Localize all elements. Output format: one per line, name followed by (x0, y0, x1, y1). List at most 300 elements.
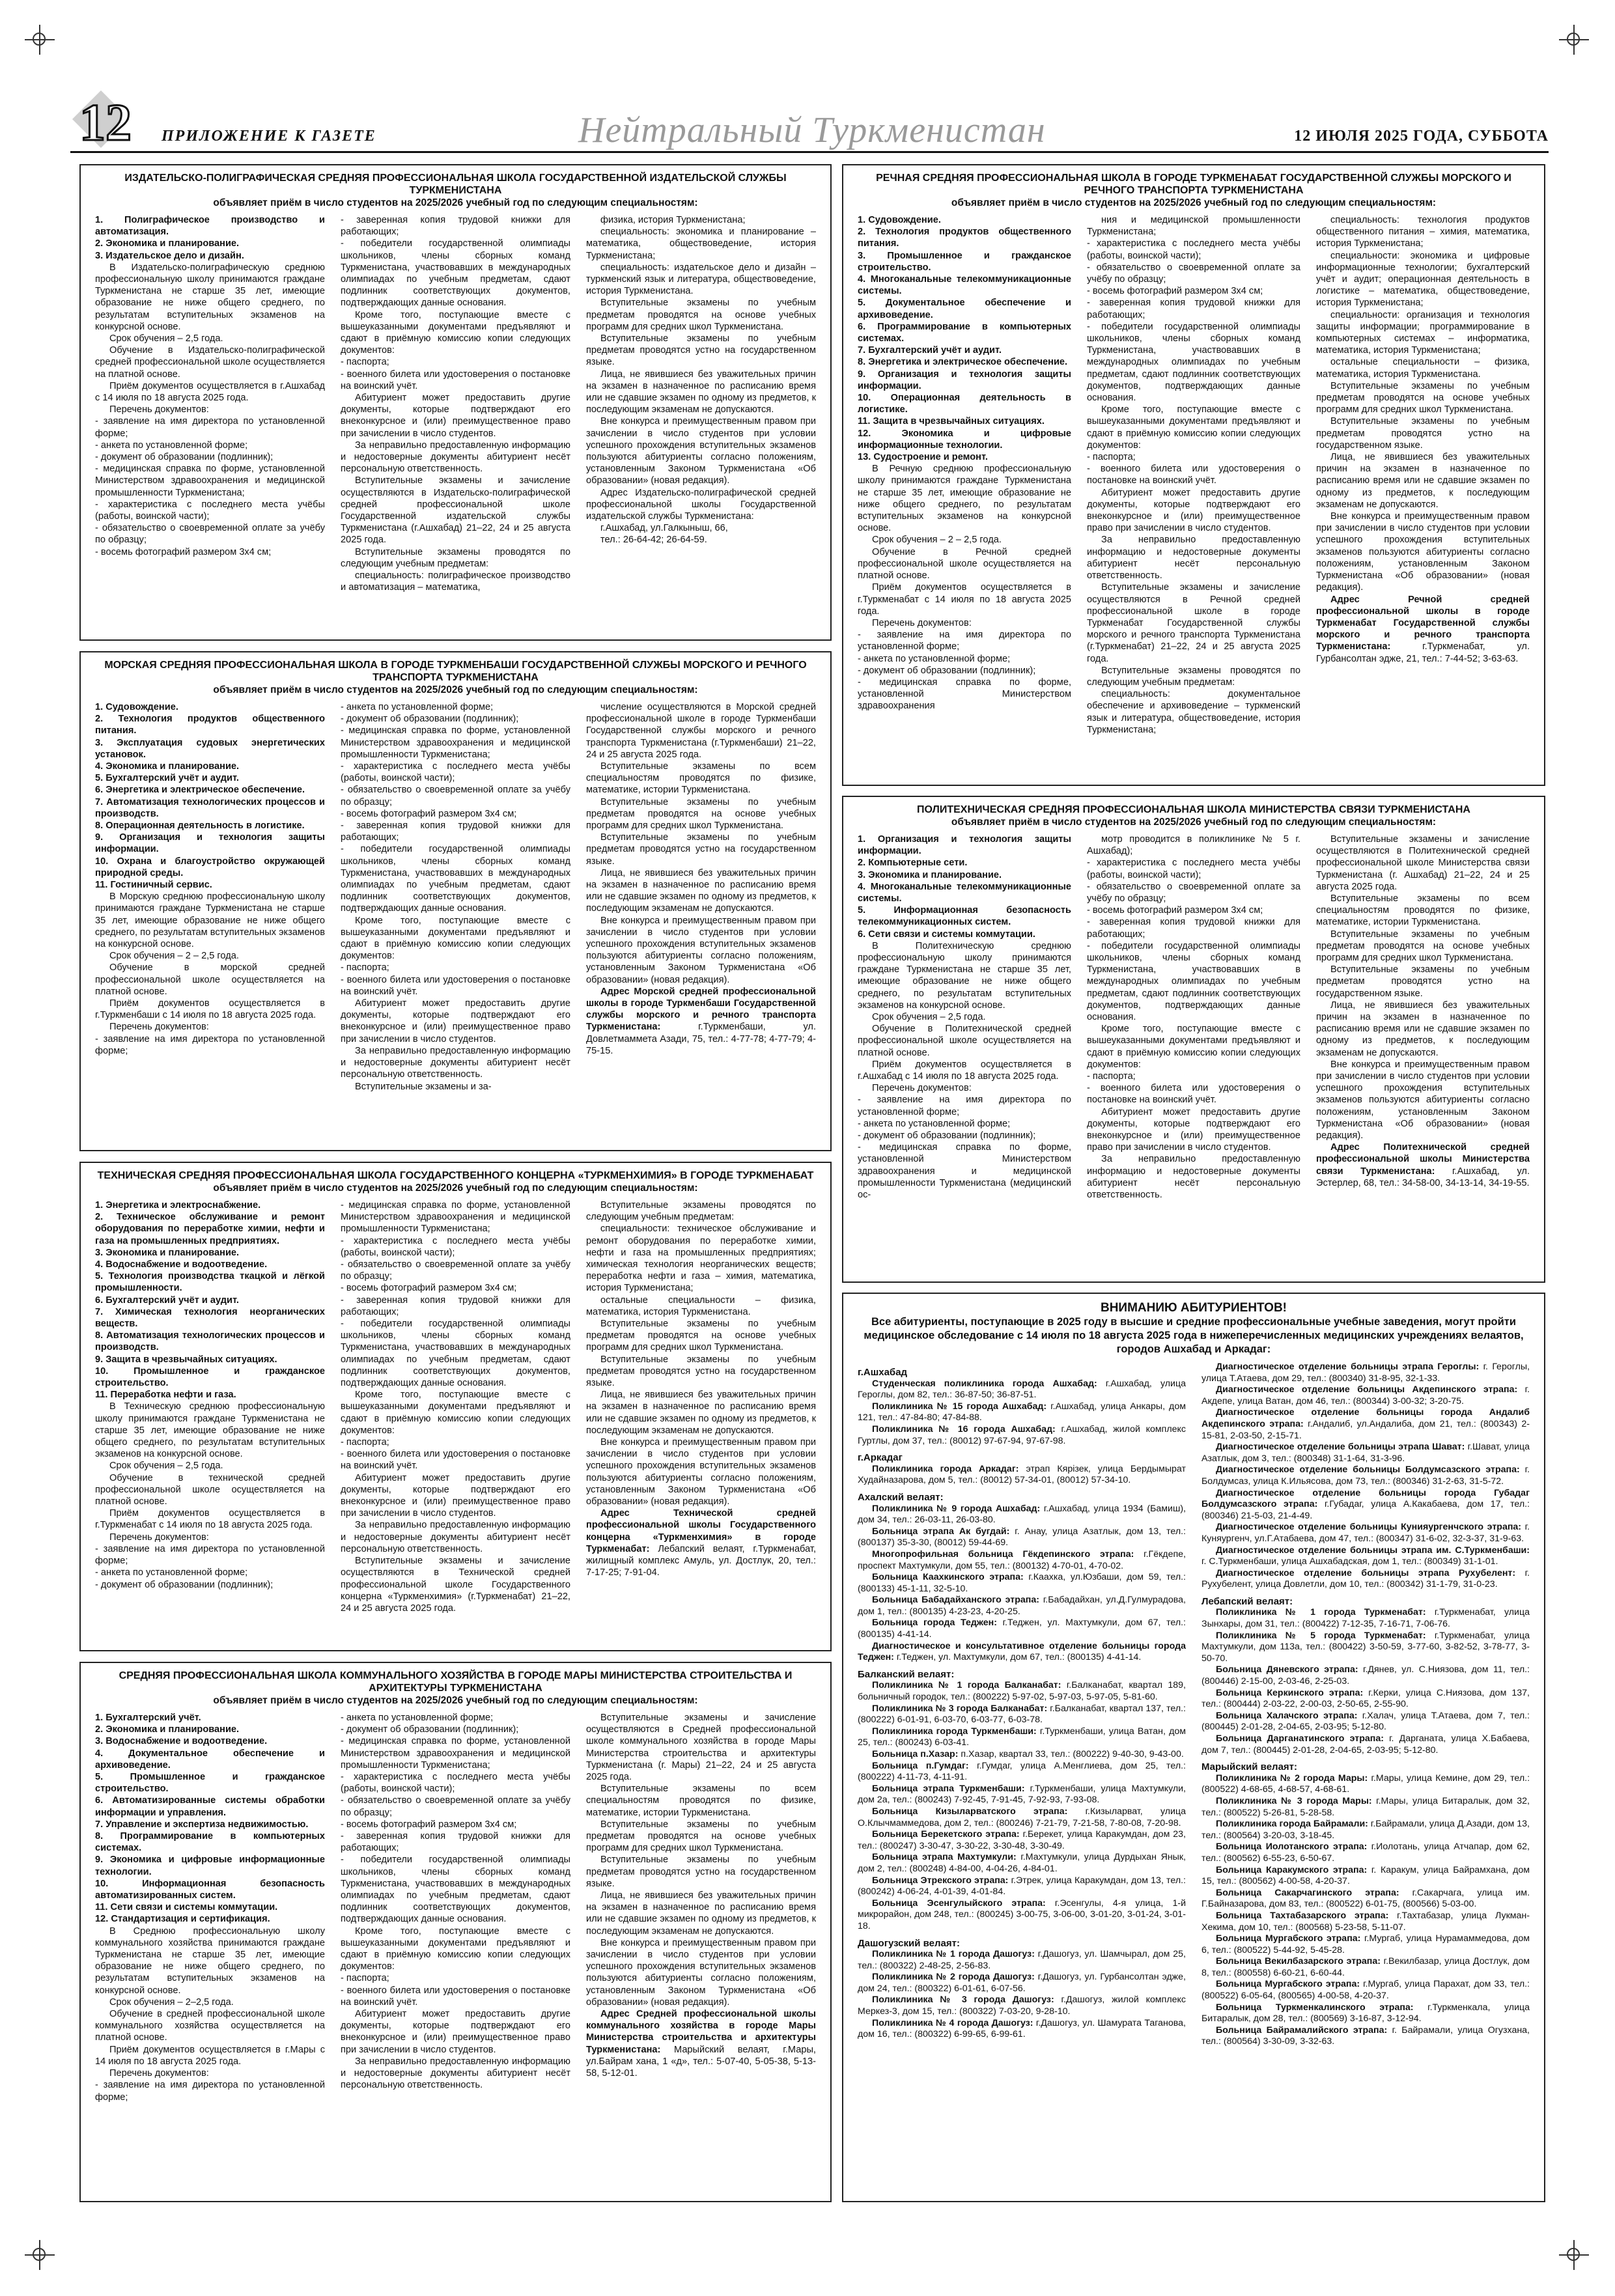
paragraph: Больница Этрекского этрапа: г.Этрек, улица Каракумдан, дом 13, тел.: (800242) 4-06-24, 4-01-39, 4-01-84. (858, 1875, 1186, 1897)
paragraph: - заявление на имя директора по установленной форме; (858, 1095, 1071, 1117)
paragraph: Обучение в технической средней профессиональной школе осуществляется на платной основе. (95, 1472, 325, 1507)
paragraph: 12. Экономика и цифровые информационные технологии. (858, 428, 1071, 451)
notice-medical-examination (842, 1293, 1545, 2202)
article-subtitle: объявляет приём в число студентов на 2025/2026 учебный год по следующим специальностям: (951, 197, 1437, 208)
paragraph: В Издательско-полиграфическую среднюю профессиональную школу принимаются граждане Туркменистана не старше 35 лет, имеющие образование не ниже общего среднего, по результатам вступительных экзаменов на конкурсной основе. (95, 262, 325, 332)
paragraph: - победители государственной олимпиады школьников, члены сборных команд Туркменистана, участвовавших в международных олимпиадах по учебным предметам, сдают подлинник соответствующих документов, подтверждающих данные основания. (1087, 321, 1300, 404)
page-header (70, 91, 1549, 151)
paragraph: Срок обучения – 2 – 2,5 года. (109, 951, 239, 962)
paragraph: Вступительные экзамены по учебным предметам проводятся устно на государственном языке. (1316, 416, 1530, 451)
paragraph: - обязательство о своевременной оплате за учёбу по образцу; (341, 1795, 570, 1818)
paragraph: Кроме того, поступающие вместе с вышеуказанными документами предъявляют и сдают в приёмную комиссию копии следующих документов: (341, 915, 570, 962)
paragraph: Многопрофильная больница Гёкдепинского этрапа: г.Гёкдепе, проспект Махтумкули, дом 55, тел.: (800132) 4-70-01, 4-70-02. (858, 1548, 1186, 1571)
paragraph: - победители государственной олимпиады школьников, члены сборных команд Туркменистана, участвовавших в международных олимпиадах по учебным предметам, сдают подлинник соответствующих документов, подтверждающих данные основания. (341, 238, 570, 309)
paragraph: 10. Охрана и благоустройство окружающей природной среды. (95, 856, 325, 878)
paragraph: - характеристика с последнего места учёбы (работы, воинской части); (1087, 858, 1300, 880)
paragraph: Адрес Технической средней профессиональной школы Государственного концерна «Туркменхимия» в городе Туркменабат: Лебапский велаят, г.Туркменабат, жилищный комплекс Амуль, ул. Достлук, 20, тел.: 7-17-25; 7-91-04. (586, 1508, 816, 1578)
paragraph: - анкета по установленной форме; (858, 1118, 1011, 1129)
article-column (586, 701, 816, 1093)
paragraph: - медицинская справка по форме, установленной Министерством здравоохранения и медицинской промышленности Туркменистана (медицинский ос- (858, 1142, 1071, 1201)
paragraph: 3. Эксплуатация судовых энергетических установок. (95, 737, 325, 760)
paragraph: - победители государственной олимпиады школьников, члены сборных команд Туркменистана, участвовавших в международных олимпиадах по учебным предметам, сдают подлинник соответствующих документов, подтверждающих данные основания. (341, 1319, 570, 1389)
paragraph: числение осуществляются в Морской средней профессиональной школе в городе Туркменбаши Государственной службы морского и речного транспорта Туркменистана (г.Туркменбаши) 21–22, 24 и 25 августа 2025 года. (586, 702, 816, 760)
paragraph: 4. Документальное обеспечение и архивоведение. (95, 1748, 325, 1771)
paragraph: - военного билета или удостоверения о постановке на воинский учёт. (341, 974, 570, 997)
paragraph: - медицинская справка по форме, установленной Министерством здравоохранения (858, 677, 1071, 712)
paragraph: - документ об образовании (подлинник); (95, 1579, 274, 1590)
paragraph: - заявление на имя директора по установленной форме; (95, 416, 325, 439)
paragraph: г.Ашхабад, ул.Галкыныш, 66, (600, 523, 728, 534)
paragraph: - заверенная копия трудовой книжки для работающих; (341, 215, 570, 238)
paragraph: Дашогузский велаят: (858, 1937, 960, 1949)
paragraph: Больница Каракумского этрапа: г. Каракум, улица Байрамхана, дом 15, тел.: (800562) 4-00-58, 4-20-37. (1201, 1864, 1530, 1887)
paragraph: Вступительные экзамены по учебным предметам проводятся на основе учебных программ для средних школ Туркменистана. (586, 298, 816, 332)
paragraph: Вступительные экзамены по учебным предметам проводятся на основе учебных программ для средних школ Туркменистана. (586, 1819, 816, 1854)
paragraph: Диагностическое отделение больницы города Губадаг Болдумсазского этрапа: г.Губадаг, улица А.Какабаева, дом 17, тел.: (800346) 21-5-03, 21-4-49. (1201, 1487, 1530, 1521)
paragraph: Срок обучения – 2,5 года. (109, 333, 223, 344)
article-subtitle: объявляет приём в число студентов на 2025/2026 учебный год по следующим специальностям: (213, 1183, 698, 1194)
paragraph: Поликлиника города Аркадаг: этрап Кярізек, улица Бердымырат Худайназарова, дом 5, тел.: (80012) 57-34-01, (80012) 57-34-10. (858, 1463, 1186, 1486)
paragraph: - заявление на имя директора по установленной форме; (95, 1543, 325, 1567)
paragraph: 3. Экономика и планирование. (858, 869, 1002, 880)
paragraph: За неправильно предоставленную информацию и недостоверные документы абитуриент несёт персональную ответственность. (1087, 1154, 1300, 1201)
article-title: ПОЛИТЕХНИЧЕСКАЯ СРЕДНЯЯ ПРОФЕССИОНАЛЬНАЯ ШКОЛА МИНИСТЕРСТВА СВЯЗИ ТУРКМЕНИСТАНА (917, 804, 1470, 815)
paragraph: Марыйский велаят: (1201, 1761, 1298, 1773)
paragraph: Обучение в Издательско-полиграфической средней профессиональной школе осуществляется на платной основе. (95, 345, 325, 380)
paragraph: 10. Операционная деятельность в логистике. (858, 393, 1071, 415)
article-column (341, 214, 570, 594)
paragraph: 3. Водоснабжение и водоотведение. (95, 1736, 268, 1747)
registration-mark-top-left (25, 25, 55, 55)
paragraph: - военного билета или удостоверения о постановке на воинский учёт. (341, 1449, 570, 1472)
article-title: РЕЧНАЯ СРЕДНЯЯ ПРОФЕССИОНАЛЬНАЯ ШКОЛА В ГОРОДЕ ТУРКМЕНАБАТ ГОСУДАРСТВЕННОЙ СЛУЖБЫ МОРСКОГО И РЕЧНОГО ТРАНСПОРТА ТУРКМЕНИСТАНА (876, 173, 1511, 196)
paragraph: Больница п.Хазар: п.Хазар, квартал 33, тел.: (800222) 9-40-30, 9-43-00. (872, 1749, 1184, 1759)
paragraph: Лебапский велаят: (1201, 1595, 1293, 1607)
paragraph: Больница Кизыларватского этрапа: г.Кизыларват, улица О.Клычмаммедова, дом 2, тел.: (800246) 7-21-79, 7-21-58, 7-80-08, 7-20-98. (858, 1806, 1186, 1828)
article-column (341, 701, 570, 1093)
paragraph: Диагностическое отделение больницы Кунияургенчского этрапа: г. Куняургенч, ул.Г.Атабаева, дом 47, тел.: (800347) 31-6-02, 32-3-37, 31-9-63. (1201, 1522, 1530, 1544)
paragraph: Поликлиника № 5 города Туркменабат: г.Туркменабат, улица Махтумкули, дом 113а, тел.: (800422) 3-50-59, 3-77-60, 3-82-52, 3-78-77, 3-50-70. (1201, 1630, 1530, 1664)
supplement-label: ПРИЛОЖЕНИЕ К ГАЗЕТЕ (162, 128, 376, 145)
paragraph: Больница Дарганатинского этрапа: г. Дарганата, улица Х.Бабаева, дом 7, тел.: (800445) 2-01-28, 2-04-65, 2-03-95; 5-12-80. (1201, 1733, 1530, 1756)
paragraph: 1. Судовождение. (95, 702, 178, 712)
paragraph: Адрес Речной средней профессиональной школы в городе Туркменабат Государственной службы морского и речного транспорта Туркменистана: г.Туркменабат, ул. Гурбансолтан эдже, 21, тел.: 7-44-52; 3-63-63. (1316, 594, 1530, 664)
paragraph: 6. Бухгалтерский учёт и аудит. (95, 1295, 239, 1306)
paragraph: Студенческая поликлиника города Ашхабад: г.Ашхабад, улица Героглы, дом 82, тел.: 36-87-50; 36-87-51. (858, 1378, 1186, 1401)
paragraph: - паспорта; (341, 962, 389, 973)
paragraph: 1. Бухгалтерский учёт. (95, 1713, 201, 1723)
paragraph: За неправильно предоставленную информацию и недостоверные документы абитуриент несёт персональную ответственность. (341, 1520, 570, 1554)
paragraph: Вне конкурса и преимущественным правом при зачислении в число студентов при условии успешного прохождения вступительных экзаменов пользуются абитуриенты согласно положениям, установленным Законом Туркменистана «Об образовании» (новая редакция). (586, 915, 816, 985)
page-number-badge (70, 91, 142, 151)
article-column (586, 1712, 816, 2103)
article-column (1087, 833, 1300, 1201)
paragraph: В Морскую среднюю профессиональную школу принимаются граждане Туркменистана не старше 35 лет, имеющие образование не ниже общего среднего, по результатам вступительных экзаменов на конкурсной основе. (95, 891, 325, 950)
paragraph: Вступительные экзамены проводятся по следующим учебным предметам: (586, 1200, 816, 1223)
paragraph: 9. Защита в чрезвычайных ситуациях. (95, 1354, 277, 1365)
paragraph: Балканский велаят: (858, 1668, 955, 1680)
paragraph: 4. Водоснабжение и водоотведение. (95, 1259, 268, 1270)
paragraph: Лица, не явившиеся без уважительных причин на экзамен в назначенное по расписанию время или не сдавшие экзамен по одному из предметов, к последующим экзаменам не допускаются. (586, 1390, 816, 1436)
paragraph: Лица, не явившиеся без уважительных причин на экзамен в назначенное по расписанию время или не сдавшие экзамен по одному из предметов, к последующим экзаменам не допускаются. (586, 369, 816, 415)
paragraph: Вне конкурса и преимущественным правом при зачислении в число студентов при условии успешного прохождения вступительных экзаменов пользуются абитуриенты согласно положениям, установленным Законом Туркменистана «Об образовании» (новая редакция). (586, 416, 816, 486)
paragraph: 3. Экономика и планирование. (95, 1247, 240, 1258)
paragraph: - анкета по установленной форме; (858, 653, 1011, 664)
paragraph: 6. Программирование в компьютерных системах. (858, 321, 1071, 344)
paragraph: 1. Полиграфическое производство и автоматизация. (95, 215, 325, 238)
paragraph: Вне конкурса и преимущественным правом при зачислении в число студентов при условии успешного прохождения вступительных экзаменов пользуются абитуриенты согласно положениям, установленным Законом Туркменистана «Об образовании» (новая редакция). (1316, 511, 1530, 593)
paragraph: - победители государственной олимпиады школьников, члены сборных команд Туркменистана, участвовавших в международных олимпиадах по учебным предметам, сдают подлинник соответствующих документов, подтверждающих данные основания. (341, 844, 570, 914)
paragraph: Больница этрапа Ак бугдай: г. Анау, улица Азатлык, дом 13, тел.: (800137) 35-3-30, (80012) 59-44-69. (858, 1526, 1186, 1548)
notice-column (858, 1362, 1186, 2048)
paragraph: 7. Бухгалтерский учёт и аудит. (858, 345, 1002, 356)
paragraph: специальность: полиграфическое производство и автоматизация – математика, (341, 570, 570, 593)
paragraph: 5. Информационная безопасность телекоммуникационных систем. (858, 905, 1071, 928)
paragraph: 2. Технология продуктов общественного питания. (858, 227, 1071, 249)
paragraph: Вне конкурса и преимущественным правом при зачислении в число студентов при условии успешного прохождения вступительных экзаменов пользуются абитуриенты согласно положениям, установленным Законом Туркменистана «Об образовании» (новая редакция). (586, 1937, 816, 2008)
paragraph: - обязательство о своевременной оплате за учёбу по образцу; (341, 1259, 570, 1282)
paragraph: Обучение в Политехнической средней профессиональной школе осуществляется на платной основе. (858, 1024, 1071, 1058)
paragraph: 2. Экономика и планирование. (95, 1724, 240, 1735)
paragraph: 2. Экономика и планирование. (95, 238, 240, 249)
paragraph: 1. Организация и технология защиты информации. (858, 834, 1071, 857)
paragraph: тел.: 26-64-42; 26-64-59. (600, 535, 707, 546)
paragraph: - анкета по установленной форме; (95, 1567, 248, 1578)
paragraph: - обязательство о своевременной оплате за учёбу по образцу; (95, 523, 325, 546)
paragraph: Больница этрапа Туркменбаши: г.Туркменбаши, улица Махтумкули, дом 2а, тел.: (800243) 7-92-45, 7-91-45, 7-92-93, 7-93-08. (858, 1783, 1186, 1806)
paragraph: 4. Экономика и планирование. (95, 761, 240, 772)
paragraph: 5. Промышленное и гражданское строительство. (95, 1772, 325, 1795)
article-subtitle: объявляет приём в число студентов на 2025/2026 учебный год по следующим специальностям: (213, 197, 698, 208)
paragraph: ния и медицинской промышленности Туркменистана; (1087, 215, 1300, 238)
paragraph: специальности: экономика и цифровые информационные технологии; бухгалтерский учёт и аудит; операционная деятельность в логистике – математика, обществоведение, история Туркменистана; (1316, 250, 1530, 309)
paragraph: - характеристика с последнего места учёбы (работы, воинской части); (341, 761, 570, 784)
paragraph: специальности: организация и технология защиты информации; программирование в компьютерных системах – информатика, математика, история Туркменистана; (1316, 309, 1530, 356)
paragraph: специальность: документальное обеспечение и архивоведение – туркменский язык и литература, обществоведение, история Туркменистана; (1087, 689, 1300, 735)
paragraph: Вступительные экзамены по учебным предметам проводятся устно на государственном языке. (586, 333, 816, 368)
paragraph: - характеристика с последнего места учёбы (работы, воинской части); (341, 1772, 570, 1795)
paragraph: - паспорта; (1087, 452, 1136, 463)
paragraph: Поликлиника № 3 города Балканабат: г.Балканабат, квартал 137, тел.: (800222) 6-01-91, 6-03-70, 6-03-77, 6-03-78. (858, 1703, 1186, 1726)
paragraph: Срок обучения – 2 – 2,5 года. (872, 535, 1002, 546)
paragraph: Больница Сакарчагинского этрапа: г.Сакарчага, улица им. Г.Байназарова, дом 83, тел.: (800522) 6-01-75, (800566) 5-03-00. (1201, 1887, 1530, 1910)
article-column (1316, 833, 1530, 1201)
paragraph: Больница Иолотанского этрапа: г.Иолотань, улица Атчапар, дом 62, тел.: (800562) 6-55-23, 6-50-67. (1201, 1841, 1530, 1864)
paragraph: Перечень документов: (109, 1022, 209, 1033)
paragraph: Вступительные экзамены по всем специальностям проводятся по физике, математике, истории Туркменистана. (586, 1784, 816, 1818)
paragraph: Больница Берекетского этрапа: г.Берекет, улица Каракумдан, дом 23, тел.: (800247) 3-30-47, 3-30-22, 3-30-48, 3-30-49. (858, 1829, 1187, 1851)
paragraph: Вступительные экзамены по учебным предметам проводятся устно на государственном языке. (586, 832, 816, 867)
paragraph: Приём документов осуществляется в г.Мары с 14 июля по 18 августа 2025 года. (95, 2044, 325, 2067)
paragraph: Больница Мургабского этрапа: г.Мургаб, улица Парахат, дом 33, тел.: (800522) 6-05-64, (800565) 4-00-58, 4-20-37. (1201, 1979, 1530, 2002)
paragraph: г.Ашхабад (858, 1367, 908, 1378)
paragraph: Поликлиника № 4 города Дашогуз: г.Дашогуз, ул. Шамурата Таганова, дом 16, тел.: (800322) 6-99-65, 6-99-61. (858, 2017, 1186, 2040)
registration-mark-bottom-right (1559, 2240, 1589, 2270)
paragraph: - анкета по установленной форме; (95, 440, 248, 451)
paragraph: Диагностическое отделение больницы этрапа Шават: г.Шават, улица Азатлык, дом 3, тел.: (800348) 31-1-64, 31-3-96. (1201, 1442, 1530, 1464)
paragraph: За неправильно предоставленную информацию и недостоверные документы абитуриент несёт персональную ответственность. (1087, 535, 1300, 581)
paragraph: Перечень документов: (109, 1532, 209, 1543)
paragraph: Поликлиника № 1 города Балканабат: г.Балканабат, квартал 189, больничный городок, тел.: (800222) 5-97-02, 5-97-03, 5-97-05, 5-81-60. (858, 1680, 1186, 1703)
paragraph: - характеристика с последнего места учёбы (работы, воинской части); (95, 499, 325, 522)
page-number: 12 (79, 94, 132, 152)
header-rule (70, 151, 1549, 153)
paragraph: - документ об образовании (подлинник); (341, 1724, 519, 1735)
paragraph: 5. Документальное обеспечение и архивоведение. (858, 298, 1071, 320)
paragraph: - победители государственной олимпиады школьников, члены сборных команд Туркменистана, участвовавших в международных олимпиадах по учебным предметам, сдают подлинник соответствующих документов, подтверждающих данные основания. (1087, 940, 1300, 1023)
paragraph: 10. Информационная безопасность автоматизированных систем. (95, 1878, 325, 1901)
paragraph: Вступительные экзамены и зачисление осуществляются в Средней профессиональной школе коммунального хозяйства в городе Мары Министерства строительства и архитектуры Туркменистана (г. Мары) 21–22, 24 и 25 августа 2025 года. (586, 1713, 816, 1783)
paragraph: - победители государственной олимпиады школьников, члены сборных команд Туркменистана, участвовавших в международных олимпиадах по учебным предметам, сдают подлинник соответствующих документов, подтверждающих данные основания. (341, 1855, 570, 1925)
paragraph: В Политехническую среднюю профессиональную школу принимаются граждане Туркменистана не старше 35 лет, имеющие образование не ниже общего среднего, по результатам вступительных экзаменов на конкурсной основе. (858, 940, 1071, 1011)
paragraph: Диагностическое и консультативное отделение больницы города Теджен: г.Теджен, ул. Махтумкули, дом 67, тел.: (800135) 4-41-14. (858, 1640, 1186, 1663)
article-column (95, 214, 325, 594)
paragraph: - паспорта; (341, 1973, 389, 1984)
paragraph: Перечень документов: (109, 404, 209, 415)
paragraph: В Среднюю профессиональную школу коммунального хозяйства принимаются граждане Туркменистана не старше 35 лет, имеющие образование не ниже общего среднего, по результатам вступительных экзаменов на конкурсной основе. (95, 1925, 325, 1996)
paragraph: - военного билета или удостоверения о постановке на воинский учёт. (341, 1985, 570, 2008)
paragraph: - документ об образовании (подлинник); (858, 665, 1036, 676)
paragraph: 11. Сети связи и системы коммутации. (95, 1902, 278, 1913)
paragraph: Больница Байрамалийского этрапа: г. Байрамали, улица Огузхана, тел.: (800564) 3-30-09, 3-32-63. (1201, 2024, 1530, 2047)
paragraph: Приём документов осуществляется в г.Туркменбаши с 14 июля по 18 августа 2025 года. (95, 998, 325, 1021)
paragraph: 2. Технология продуктов общественного питания. (95, 714, 325, 736)
paragraph: Поликлиника города Туркменбаши: г.Туркменбаши, улица Ватан, дом 25, тел.: (800243) 6-03-41. (858, 1726, 1186, 1748)
paragraph: Срок обучения – 2,5 года. (872, 1012, 986, 1023)
paragraph: - паспорта; (341, 1437, 389, 1448)
paragraph: Диагностическое отделение больницы Акдепинского этрапа: г. Акдепе, улица Ватан, дом 46, тел.: (800344) 3-00-32; 3-20-75. (1201, 1384, 1530, 1407)
paragraph: - восемь фотографий размером 3x4 см; (95, 546, 272, 557)
paragraph: 7. Химическая технология неорганических веществ. (95, 1306, 325, 1330)
article-title: МОРСКАЯ СРЕДНЯЯ ПРОФЕССИОНАЛЬНАЯ ШКОЛА В ГОРОДЕ ТУРКМЕНБАШИ ГОСУДАРСТВЕННОЙ СЛУЖБЫ МОРСКОГО И РЕЧНОГО ТРАНСПОРТА ТУРКМЕНИСТАНА (104, 660, 807, 683)
paragraph: Вступительные экзамены по учебным предметам проводятся устно на государственном языке. (1316, 964, 1530, 999)
paragraph: - заверенная копия трудовой книжки для работающих; (1087, 917, 1300, 940)
paragraph: Поликлиника № 16 города Ашхабад: г.Ашхабад, жилой комплекс Гуртлы, дом 37, тел.: (80012) 97-67-94, 97-67-98. (858, 1423, 1186, 1446)
article-column (95, 1712, 325, 2103)
paragraph: - документ об образовании (подлинник); (858, 1130, 1036, 1141)
paragraph: специальность: экономика и планирование – математика, обществоведение, история Туркменистана; (586, 227, 816, 261)
paragraph: Больница города Теджен: г.Теджен, ул. Махтумкули, дом 67, тел.: (800135) 4-41-14. (858, 1617, 1186, 1640)
registration-mark-top-right (1559, 25, 1589, 55)
paragraph: Срок обучения – 2–2,5 года. (109, 1996, 234, 2008)
article-column (1316, 214, 1530, 736)
paragraph: Приём документов осуществляется в г.Туркменабат с 14 июля по 18 августа 2025 года. (858, 582, 1071, 617)
paragraph: Больница Мургабского этрапа: г.Мургаб, улица Нурамаммедова, дом 6, тел.: (800522) 5-44-92, 5-45-28. (1201, 1933, 1530, 1955)
paragraph: Больница Эсенгулыйского этрапа: г.Эсенгулы, 4-я улица, 1-й микрорайон, дом 248, тел.: (800245) 3-00-75, 3-06-00, 3-01-20, 3-01-24, 3-01-18. (858, 1897, 1186, 1931)
article-maritime-school (79, 651, 832, 1151)
paragraph: Обучение в средней профессиональной школе коммунального хозяйства осуществляется на платной основе. (95, 2009, 325, 2043)
paragraph: Больница Дяневского этрапа: г.Дянев, ул. С.Ниязова, дом 11, тел.: (800446) 2-15-00, 2-03-46, 2-25-03. (1201, 1664, 1530, 1687)
newspaper-title: Нейтральный Туркменистан (578, 110, 1046, 150)
paragraph: Кроме того, поступающие вместе с вышеуказанными документами предъявляют и сдают в приёмную комиссию копии следующих документов: (1087, 1024, 1300, 1070)
paragraph: - восемь фотографий размером 3x4 см; (341, 1283, 517, 1294)
paragraph: 6. Сети связи и системы коммутации. (858, 929, 1035, 940)
paragraph: специальности: техническое обслуживание и ремонт оборудования по переработке химии, нефти и газа на промышленных предприятиях; химическая технология неорганических веществ; переработка нефти и газа – химия, математика, история Туркменистана; (586, 1224, 816, 1294)
paragraph: 9. Организация и технология защиты информации. (858, 369, 1071, 391)
paragraph: г.Аркадаг (858, 1452, 903, 1464)
paragraph: Приём документов осуществляется в г.Ашхабад с 14 июля по 18 августа 2025 года. (95, 380, 325, 404)
article-column (341, 1199, 570, 1614)
paragraph: - заверенная копия трудовой книжки для работающих; (341, 820, 570, 843)
paragraph: Вступительные экзамены по учебным предметам проводятся на основе учебных программ для средних школ Туркменистана. (586, 1319, 816, 1353)
article-river-school (842, 164, 1545, 786)
paragraph: 11. Гостиничный сервис. (95, 880, 212, 891)
paragraph: Больница Каахкинского этрапа: г.Каахка, ул.Юзбаши, дом 59, тел.: (800133) 45-1-11, 32-5-10. (858, 1572, 1186, 1594)
paragraph: Абитуриент может предоставить другие документы, которые подтверждают его внеконкурсное и (или) преимущественное право при зачислении в число студентов. (341, 998, 570, 1044)
article-title: СРЕДНЯЯ ПРОФЕССИОНАЛЬНАЯ ШКОЛА КОММУНАЛЬНОГО ХОЗЯЙСТВА В ГОРОДЕ МАРЫ МИНИСТЕРСТВА СТРОИТЕЛЬСТВА И АРХИТЕКТУРЫ ТУРКМЕНИСТАНА (119, 1670, 793, 1694)
article-column (586, 214, 816, 594)
paragraph: За неправильно предоставленную информацию и недостоверные документы абитуриент несёт персональную ответственность. (341, 2056, 570, 2091)
article-subtitle: объявляет приём в число студентов на 2025/2026 учебный год по следующим специальностям: (951, 817, 1437, 828)
paragraph: Поликлиника города Байрамали: г.Байрамали, улица Д.Азади, дом 13, тел.: (800564) 3-20-03, 3-18-45. (1201, 1819, 1530, 1841)
article-publishing-school (79, 164, 832, 641)
paragraph: 11. Переработка нефти и газа. (95, 1390, 236, 1401)
paragraph: Больница Туркменкалинского этрапа: г.Туркменкала, улица Битаралык, дом 28, тел.: (800569) 3-16-87, 3-12-94. (1201, 2002, 1530, 2024)
paragraph: Лица, не явившиеся без уважительных причин на экзамен в назначенное по расписанию время или не сдавшие экзамен по одному из предметов, к последующим экзаменам не допускаются. (1316, 1000, 1530, 1058)
paragraph: - паспорта; (341, 357, 389, 368)
article-subtitle: объявляет приём в число студентов на 2025/2026 учебный год по следующим специальностям: (213, 684, 698, 695)
paragraph: 6. Энергетика и электрическое обеспечение. (95, 785, 305, 796)
paragraph: - заявление на имя директора по установленной форме; (95, 1033, 325, 1056)
paragraph: - анкета по установленной форме; (341, 702, 494, 712)
paragraph: Поликлиника № 15 города Ашхабад: г.Ашхабад, улица Анкары, дом 121, тел.: 47-84-80; 47-84-88. (858, 1401, 1186, 1423)
paragraph: Перечень документов: (109, 2068, 209, 2079)
notice-title: ВНИМАНИЮ АБИТУРИЕНТОВ! (1100, 1301, 1287, 1315)
paragraph: - документ об образовании (подлинник); (95, 452, 274, 463)
paragraph: 1. Судовождение. (858, 215, 941, 225)
paragraph: - медицинская справка по форме, установленной Министерством здравоохранения и медицинской промышленности Туркменистана; (95, 464, 325, 498)
paragraph: - заявление на имя директора по установленной форме; (858, 630, 1071, 652)
paragraph: Больница Векилбазарского этрапа: г.Векилбазар, улица Достлук, дом 8, тел.: (800558) 6-60-21, 6-60-44. (1201, 1956, 1530, 1978)
paragraph: - заверенная копия трудовой книжки для работающих; (341, 1295, 570, 1317)
paragraph: - характеристика с последнего места учёбы (работы, воинской части); (341, 1235, 570, 1258)
paragraph: - восемь фотографий размером 3x4 см; (1087, 905, 1263, 916)
paragraph: Вступительные экзамены и зачисление осуществляются в Издательско-полиграфической средней профессиональной школе Государственной издательской службы Туркменистана (г.Ашхабад) 21–22, 24 и 25 августа 2025 года. (341, 475, 570, 546)
paragraph: Адрес Политехнической средней профессиональной школы Министерства связи Туркменистана: г.Ашхабад, ул. Эстерлер, 68, тел.: 34-58-00, 34-13-14, 34-19-55. (1316, 1142, 1530, 1188)
paragraph: Адрес Средней профессиональной школы коммунального хозяйства в городе Мары Министерства строительства и архитектуры Туркменистана: Марыйский велаят, г.Мары, ул.Байрам хана, 1 «д», тел.: 5-07-40, 5-05-38, 5-13-58, 5-12-01. (586, 2009, 816, 2079)
paragraph: 8. Программирование в компьютерных системах. (95, 1831, 325, 1854)
paragraph: 8. Операционная деятельность в логистике. (95, 820, 305, 832)
paragraph: Больница п.Гумдаг: г.Гумдаг, улица А.Менглиева, дом 25, тел.: (800222) 4-11-73, 4-11-91. (858, 1760, 1186, 1783)
paragraph: Абитуриент может предоставить другие документы, которые подтверждают его внеконкурсное и (или) преимущественное право при зачислении в число студентов. (1087, 1106, 1300, 1153)
paragraph: - военного билета или удостоверения о постановке на воинский учёт. (1087, 1083, 1300, 1106)
paragraph: Вступительные экзамены по учебным предметам проводятся на основе учебных программ для средних школ Туркменистана. (1316, 380, 1530, 415)
paragraph: Лица, не явившиеся без уважительных причин на экзамен в назначенное по расписанию время или не сдавшие экзамен по одному из предметов, к последующим экзаменам не допускаются. (586, 1890, 816, 1937)
paragraph: Срок обучения – 2,5 года. (109, 1461, 223, 1472)
paragraph: Вступительные экзамены и зачисление осуществляются в Технической средней профессиональной школе Государственного концерна «Туркменхимия» (г.Туркменабат) 21–22, 24 и 25 августа 2025 года. (341, 1556, 570, 1614)
paragraph: Поликлиника № 9 города Ашхабад: г.Ашхабад, улица 1934 (Бамиш), дом 34, тел.: 26-03-11, 26-03-80. (858, 1503, 1186, 1526)
paragraph: - заявление на имя директора по установленной форме; (95, 2080, 325, 2103)
paragraph: В Техническую среднюю профессиональную школу принимаются граждане Туркменистана не старше 35 лет, имеющие образование не ниже общего среднего, по результатам вступительных экзаменов на конкурсной основе. (95, 1401, 325, 1460)
paragraph: Обучение в морской средней профессиональной школе осуществляется на платной основе. (95, 962, 325, 997)
issue-date: 12 ИЮЛЯ 2025 ГОДА, СУББОТА (1294, 128, 1549, 145)
article-column (586, 1199, 816, 1614)
article-column (858, 214, 1071, 736)
paragraph: Кроме того, поступающие вместе с вышеуказанными документами предъявляют и сдают в приёмную комиссию копии следующих документов: (1087, 404, 1300, 451)
paragraph: Вступительные экзамены и зачисление осуществляются в Речной средней профессиональной школе в городе Туркменабат Государственной службы морского и речного транспорта Туркменистана (г.Туркменабат) 21–22, 24 и 25 августа 2025 года. (1087, 582, 1300, 664)
paragraph: специальность: технология продуктов общественного питания – химия, математика, история Туркменистана; (1316, 215, 1530, 249)
paragraph: Абитуриент может предоставить другие документы, которые подтверждают его внеконкурсное и (или) преимущественное право при зачислении в число студентов. (1087, 487, 1300, 534)
paragraph: 3. Издательское дело и дизайн. (95, 250, 244, 261)
paragraph: 5. Бухгалтерский учёт и аудит. (95, 773, 239, 784)
paragraph: Вступительные экзамены проводятся по следующим учебным предметам: (1087, 665, 1300, 688)
paragraph: Абитуриент может предоставить другие документы, которые подтверждают его внеконкурсное и (или) преимущественное право при зачислении в число студентов. (341, 2009, 570, 2055)
paragraph: - паспорта; (1087, 1071, 1136, 1082)
paragraph: Поликлиника № 3 города Дашогуз: г.Дашогуз, жилой комплекс Меркез-3, дом 15, тел.: (800322) 7-03-20, 9-28-10. (858, 1995, 1186, 2017)
paragraph: - медицинская справка по форме, установленной Министерством здравоохранения и медицинской промышленности Туркменистана; (341, 725, 570, 760)
paragraph: Вне конкурса и преимущественным правом при зачислении в число студентов при условии успешного прохождения вступительных экзаменов пользуются абитуриенты согласно положениям, установленным Законом Туркменистана «Об образовании» (новая редакция). (586, 1437, 816, 1507)
article-technical-school (79, 1162, 832, 1651)
notice-column (1201, 1362, 1530, 2048)
article-column (1087, 214, 1300, 736)
paragraph: Вступительные экзамены по учебным предметам проводятся устно на государственном языке. (586, 1855, 816, 1889)
notice-subtitle: Все абитуриенты, поступающие в 2025 году в высшие и средние профессиональные учебные заведения, могут пройти медицинское обследование с 14 июля по 18 августа 2025 года в нижеперечисленных медицинских учреждениях велаятов, городов Ашхабад и Аркадаг: (864, 1316, 1524, 1355)
paragraph: Адрес Морской средней профессиональной школы в городе Туркменбаши Государственной службы морского и речного транспорта Туркменистана: г.Туркменбаши, ул. Довлетмаммета Азади, 75, тел.: 4-77-78; 4-77-79; 4-75-15. (586, 986, 816, 1056)
paragraph: 2. Компьютерные сети. (858, 858, 968, 869)
paragraph: - восемь фотографий размером 3x4 см; (1087, 286, 1263, 297)
article-communal-school (79, 1662, 832, 2202)
article-subtitle: объявляет приём в число студентов на 2025/2026 учебный год по следующим специальностям: (213, 1695, 698, 1706)
paragraph: Вступительные экзамены по учебным предметам проводятся на основе учебных программ для средних школ Туркменистана. (586, 796, 816, 832)
paragraph: Больница этрапа Махтумкули: г.Махтумкули, улица Дурдыхан Янык, дом 2, тел.: (800248) 4-84-00, 4-04-26, 4-84-01. (858, 1852, 1187, 1874)
paragraph: остальные специальности – физика, математика, история Туркменистана. (586, 1295, 816, 1317)
paragraph: Вступительные экзамены по учебным предметам проводятся на основе учебных программ для средних школ Туркменистана. (1316, 929, 1530, 964)
paragraph: Абитуриент может предоставить другие документы, которые подтверждают его внеконкурсное и (или) преимущественное право при зачислении в число студентов. (341, 1472, 570, 1519)
paragraph: 11. Защита в чрезвычайных ситуациях. (858, 416, 1045, 427)
paragraph: - восемь фотографий размером 3x4 см; (341, 808, 517, 819)
paragraph: Вступительные экзамены по всем специальностям проводятся по физике, математике, истории Туркменистана. (1316, 893, 1530, 928)
paragraph: - военного билета или удостоверения о постановке на воинский учёт. (341, 369, 570, 391)
article-column (858, 833, 1071, 1201)
paragraph: Вступительные экзамены и зачисление осуществляются в Политехнической средней профессиональной школе Министерства связи Туркменистана (г. Ашхабад) 21–22, 24 и 25 августа 2025 года. (1316, 834, 1530, 892)
paragraph: - медицинская справка по форме, установленной Министерством здравоохранения и медицинской промышленности Туркменистана; (341, 1200, 570, 1235)
paragraph: - обязательство о своевременной оплате за учёбу по образцу; (341, 785, 570, 807)
paragraph: Ахалский велаят: (858, 1491, 944, 1503)
paragraph: 13. Судостроение и ремонт. (858, 452, 988, 463)
paragraph: мотр проводится в поликлинике № 5 г. Ашхабад); (1087, 834, 1300, 857)
paragraph: 4. Многоканальные телекоммуникационные системы. (858, 274, 1071, 297)
paragraph: Диагностическое отделение больницы города Андалиб Акдепинского этрапа: г.Андалиб, ул.Андалиба, дом 21, тел.: (800343) 2-15-81, 2-03-50, 2-15-71. (1201, 1407, 1530, 1441)
paragraph: В Речную среднюю профессиональную школу принимаются граждане Туркменистана не старше 35 лет, имеющие образование не ниже общего среднего, по результатам вступительных экзаменов на конкурсной основе. (858, 464, 1071, 534)
paragraph: 12. Стандартизация и сертификация. (95, 1914, 270, 1925)
paragraph: Вне конкурса и преимущественным правом при зачислении в число студентов при условии успешного прохождения вступительных экзаменов пользуются абитуриенты согласно положениям, установленным Законом Туркменистана «Об образовании» (новая редакция). (1316, 1059, 1530, 1141)
paragraph: 4. Многоканальные телекоммуникационные системы. (858, 881, 1071, 904)
paragraph: Вступительные экзамены по учебным предметам проводятся устно на государственном языке. (586, 1354, 816, 1389)
paragraph: 5. Технология производства ткацкой и лёгкой промышленности. (95, 1271, 325, 1294)
paragraph: Вступительные экзамены по всем специальностям проводятся по физике, математике, истории Туркменистана. (586, 761, 816, 796)
paragraph: 7. Автоматизация технологических процессов и производств. (95, 796, 325, 819)
paragraph: 7. Управление и экспертиза недвижимостью. (95, 1819, 309, 1830)
paragraph: Приём документов осуществляется в г.Туркменабат с 14 июля по 18 августа 2025 года. (95, 1508, 325, 1531)
article-polytechnic-school (842, 796, 1545, 1283)
article-column (341, 1712, 570, 2103)
paragraph: Больница Тахтабазарского этрапа: г.Тахтабазар, улица Лукман-Хекима, дом 10, тел.: (800568) 5-23-58, 5-11-07. (1201, 1910, 1530, 1933)
paragraph: Адрес Издательско-полиграфической средней профессиональной школы Государственной издательской службы Туркменистана: (586, 487, 816, 522)
paragraph: Поликлиника № 3 города Мары: г.Мары, улица Битаралык, дом 32, тел.: (800522) 5-26-81, 5-28-58. (1201, 1795, 1530, 1818)
paragraph: Лица, не явившиеся без уважительных причин на экзамен в назначенное по расписанию время или не сдавшие экзамен по одному из предметов, к последующим экзаменам не допускаются. (586, 867, 816, 914)
paragraph: 6. Автоматизированные системы обработки информации и управления. (95, 1795, 325, 1818)
paragraph: 10. Промышленное и гражданское строительство. (95, 1365, 325, 1389)
paragraph: 1. Энергетика и электроснабжение. (95, 1200, 261, 1211)
paragraph: - характеристика с последнего места учёбы (работы, воинской части); (1087, 238, 1300, 261)
paragraph: 8. Энергетика и электрическое обеспечение. (858, 357, 1068, 368)
article-column (95, 1199, 325, 1614)
paragraph: Кроме того, поступающие вместе с вышеуказанными документами предъявляют и сдают в приёмную комиссию копии следующих документов: (341, 1390, 570, 1436)
paragraph: - обязательство о своевременной оплате за учёбу по образцу; (1087, 262, 1300, 285)
paragraph: Абитуриент может предоставить другие документы, которые подтверждают его внеконкурсное и (или) преимущественное право при зачислении в число студентов. (341, 393, 570, 439)
paragraph: Лица, не явившиеся без уважительных причин на экзамен в назначенное по расписанию время или не сдавшие экзамен по одному из предметов, к последующим экзаменам не допускаются. (1316, 452, 1530, 510)
paragraph: 2. Техническое обслуживание и ремонт оборудования по переработке химии, нефти и газа на промышленных предприятиях. (95, 1212, 325, 1246)
